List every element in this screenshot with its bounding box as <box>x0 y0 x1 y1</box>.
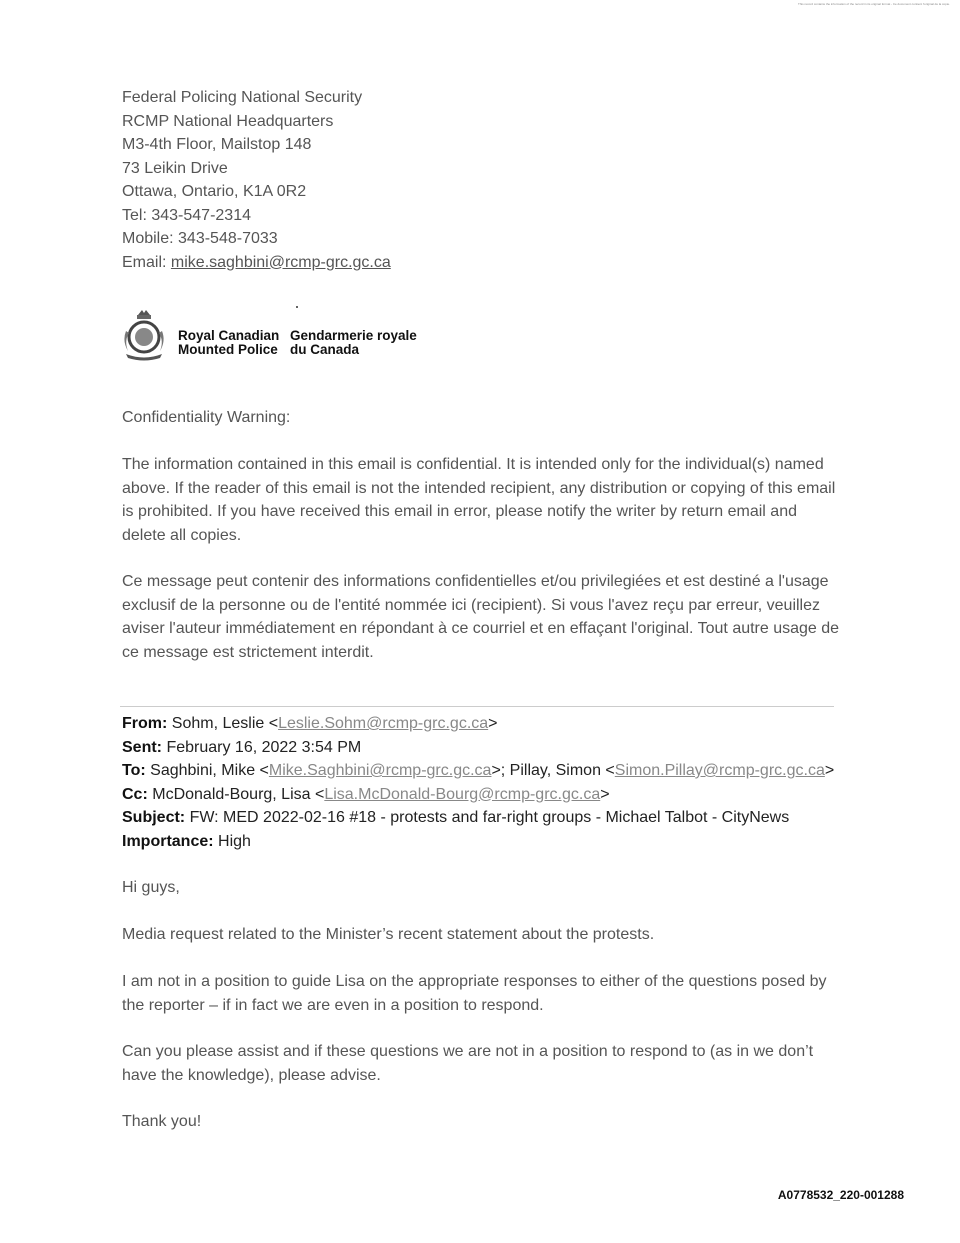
rcmp-logo <box>120 305 450 365</box>
to1-email-link[interactable]: Mike.Saghbini@rcmp-grc.gc.ca <box>268 762 492 779</box>
confidentiality-heading: Confidentiality Warning: <box>122 409 291 426</box>
sig-mobile: Mobile: 343-548-7033 <box>122 230 278 247</box>
confidentiality-french: Ce message peut contenir des informations confidentielles et/ou privilegiées et est destiné a l'usage exclusif de la personne ou de l'entité nommée ici (recipient). Si vous l'avez reçu par erreur, veuillez aviser l'auteur immédiatement en répondant à ce courriel et en effaçant l'original. Tout autre usage de ce message est strictement interdit. <box>122 573 840 661</box>
from-line: From: Sohm, Leslie <Leslie.Sohm@rcmp-grc.gc.ca> <box>122 715 498 732</box>
top-disclaimer-note: This record contains the information of the record in its original format - Ce document contient l'original de la copie. <box>798 2 950 6</box>
to2-email-link[interactable]: Simon.Pillay@rcmp-grc.gc.ca <box>614 762 825 779</box>
sig-organization: RCMP National Headquarters <box>122 112 334 130</box>
sig-city: Ottawa, Ontario, K1A 0R2 <box>122 183 307 200</box>
subject-line: Subject: FW: MED 2022-02-16 #18 - protests and far-right groups - Michael Talbot - CityNews <box>122 809 790 826</box>
forwarded-email-header <box>122 712 834 853</box>
email-signature <box>122 86 391 274</box>
message-paragraph-3: Can you please assist and if these questions we are not in a position to respond to (as in we don’t have the knowledge), please advise. <box>122 1043 814 1084</box>
document-id: A0778532_220-001288 <box>777 1188 904 1202</box>
message-closing: Thank you! <box>122 1113 202 1130</box>
sig-email-label: Email: <box>122 253 171 271</box>
from-email-link[interactable]: Leslie.Sohm@rcmp-grc.gc.ca <box>278 715 489 732</box>
sent-line: Sent: February 16, 2022 3:54 PM <box>122 738 362 756</box>
sig-email-line <box>122 251 391 275</box>
sig-floor: M3-4th Floor, Mailstop 148 <box>122 136 312 153</box>
message-greeting: Hi guys, <box>122 879 180 896</box>
importance-line: Importance: High <box>122 832 251 850</box>
sig-department: Federal Policing National Security <box>122 89 363 106</box>
message-paragraph-1: Media request related to the Minister’s recent statement about the protests. <box>122 926 655 943</box>
to-line: To: Saghbini, Mike <Mike.Saghbini@rcmp-grc.gc.ca>; Pillay, Simon <Simon.Pillay@rcmp-grc.gc.ca> <box>122 762 835 779</box>
logo-french-name: Gendarmerie royale du Canada <box>290 328 417 357</box>
header-divider <box>120 706 834 707</box>
sig-street: 73 Leikin Drive <box>122 159 228 177</box>
sig-tel: Tel: 343-547-2314 <box>122 206 251 224</box>
message-paragraph-2: I am not in a position to guide Lisa on the appropriate responses to either of the questions posed by the reporter – if in fact we are even in a position to respond. <box>122 973 827 1014</box>
cc-line: Cc: McDonald-Bourg, Lisa <Lisa.McDonald-Bourg@rcmp-grc.gc.ca> <box>122 785 610 803</box>
rcmp-crest-icon <box>120 307 168 361</box>
cc-email-link[interactable]: Lisa.McDonald-Bourg@rcmp-grc.gc.ca <box>324 785 601 803</box>
sig-email-link[interactable]: mike.saghbini@rcmp-grc.gc.ca <box>170 253 391 271</box>
confidentiality-english: The information contained in this email is confidential. It is intended only for the individual(s) named above. If the reader of this email is not the intended recipient, any distribution or copying of this email is prohibited. If you have received this email in error, please notify the writer by return email and delete all copies. <box>122 456 836 544</box>
logo-english-name: Royal Canadian Mounted Police <box>178 328 280 357</box>
